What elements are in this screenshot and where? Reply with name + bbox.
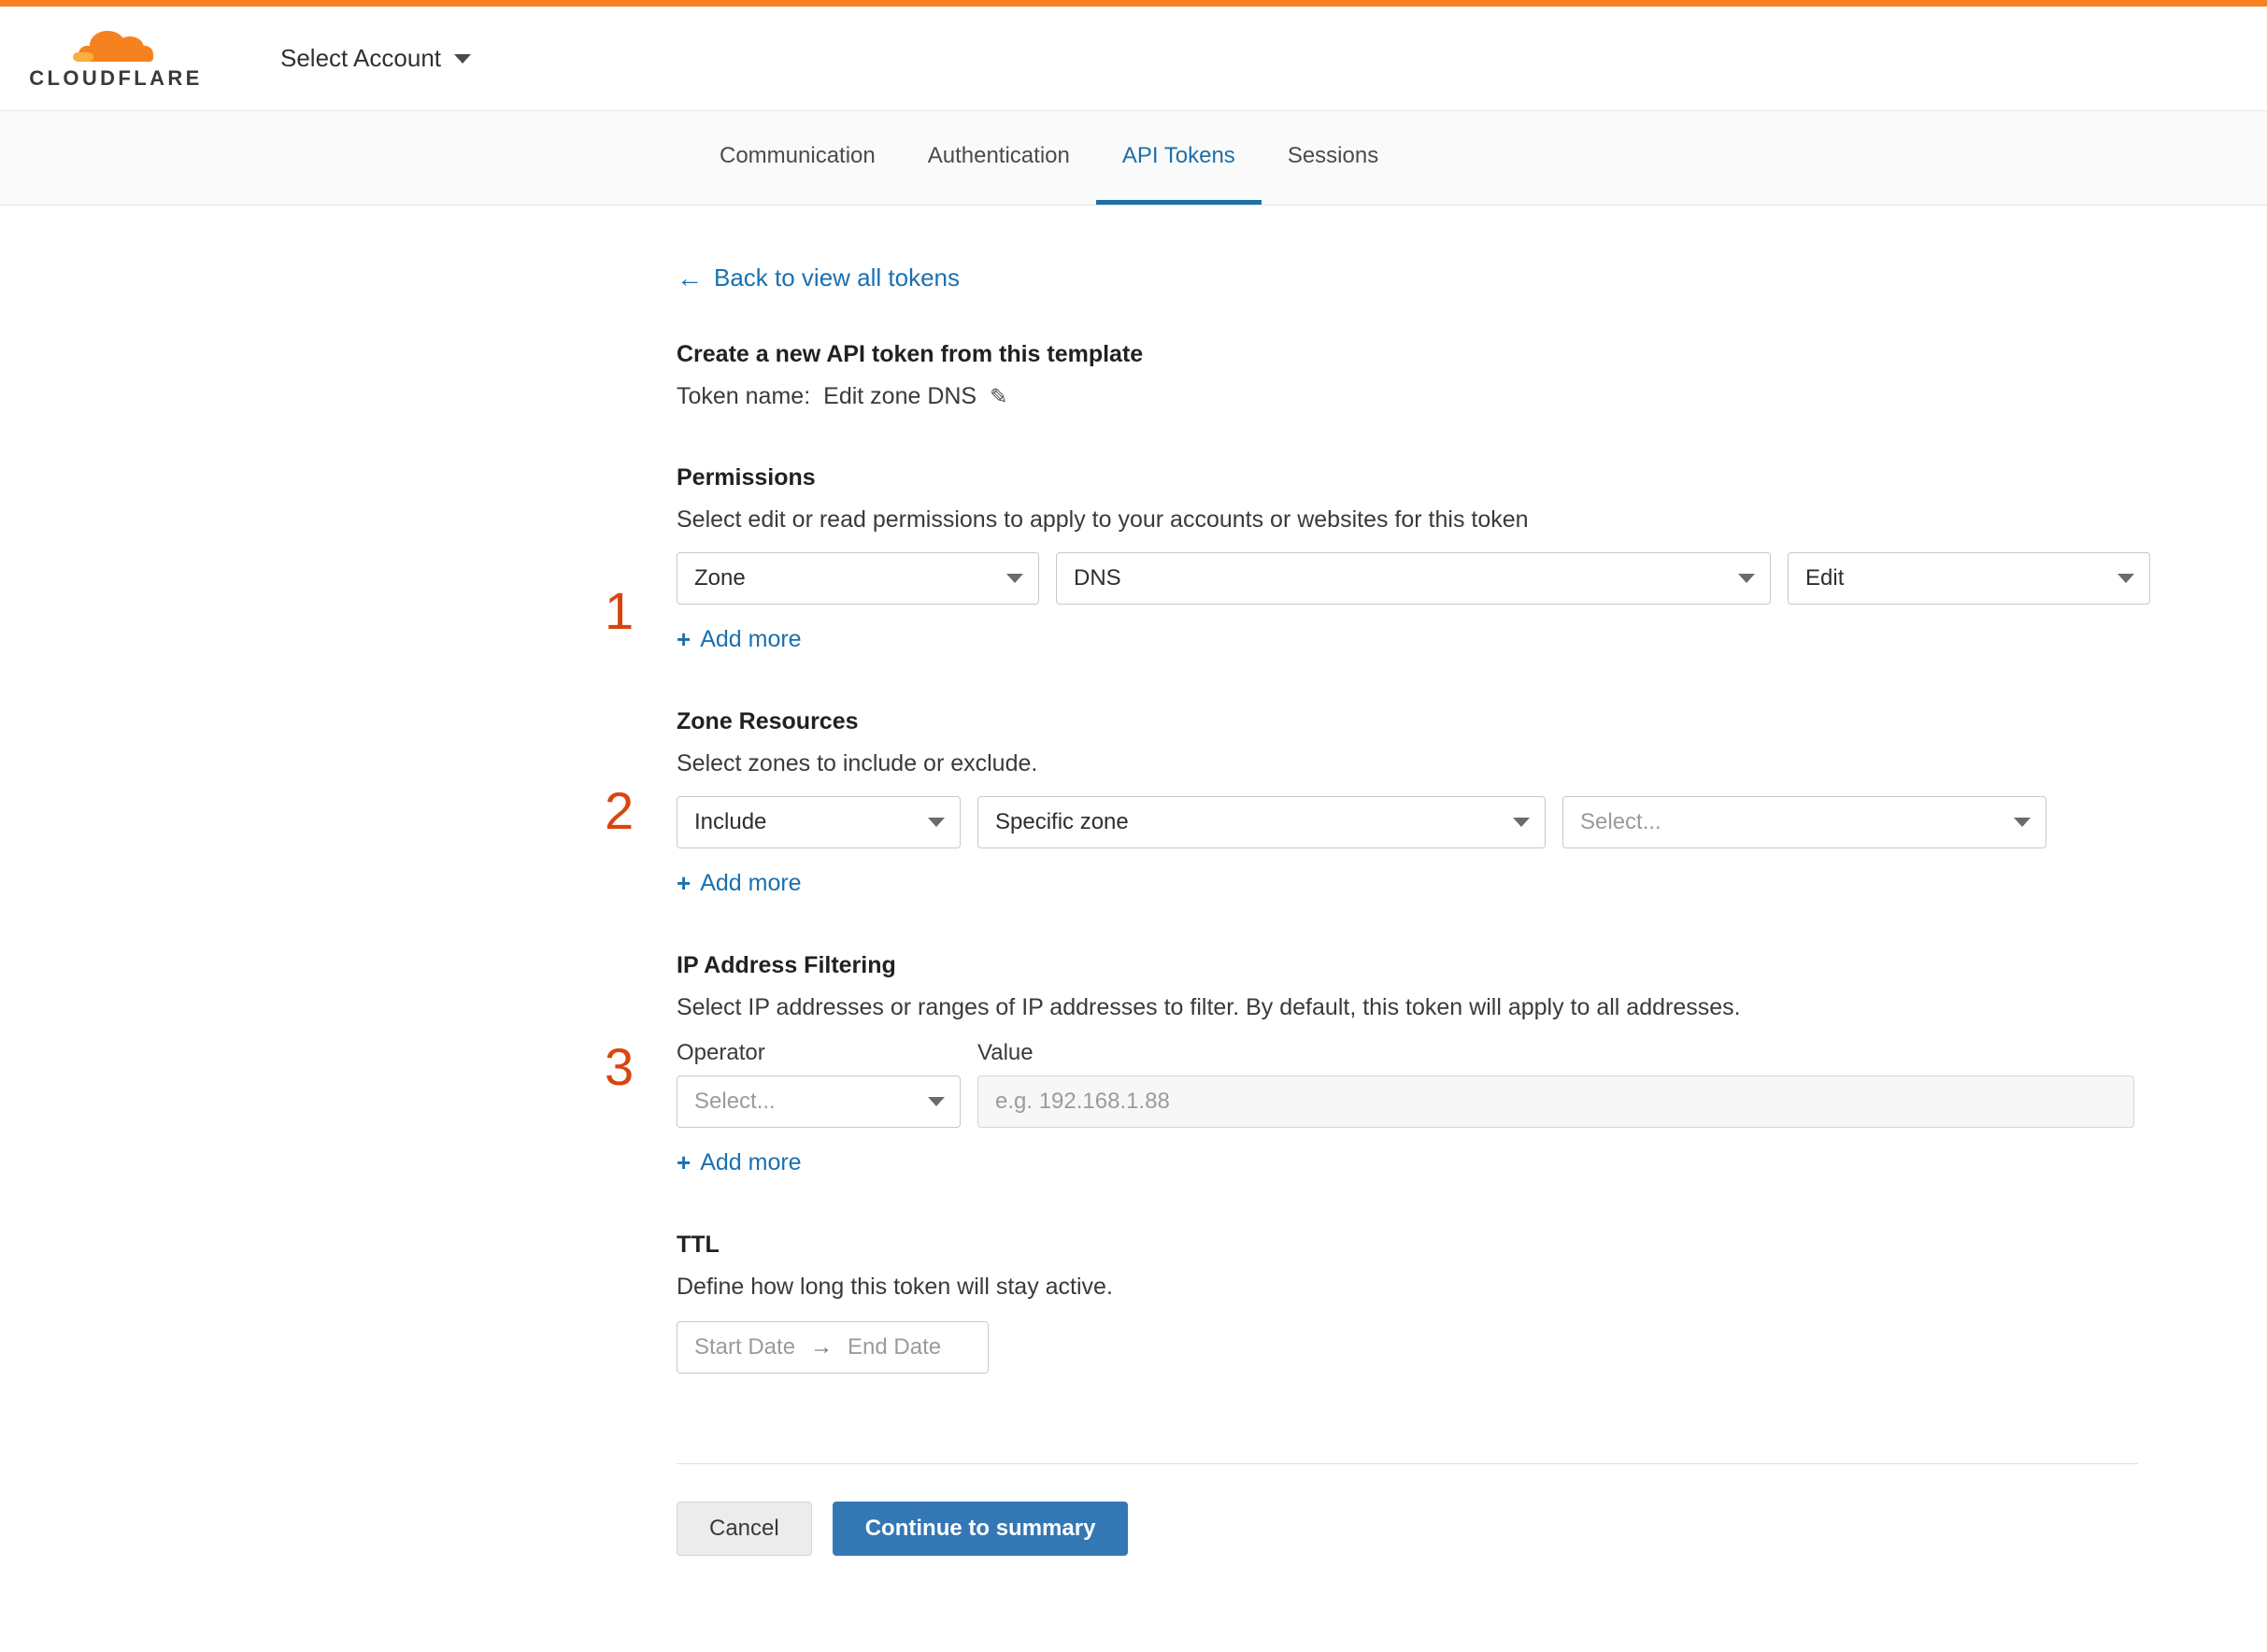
continue-to-summary-button[interactable] [833, 1502, 1129, 1556]
chevron-down-icon [454, 54, 471, 64]
chevron-down-icon [928, 818, 945, 827]
ttl-start-date: Start Date [694, 1334, 796, 1360]
chevron-down-icon [2117, 574, 2134, 583]
ttl-end-date: End Date [848, 1334, 942, 1360]
ip-operator-group [677, 1040, 961, 1128]
zone-resources-row [677, 796, 2267, 848]
token-name-row [677, 383, 2267, 410]
permissions-description: Select edit or read permissions to apply to your accounts or websites for this token [677, 506, 1529, 533]
chevron-down-icon [1513, 818, 1530, 827]
ip-filtering-section [677, 952, 2267, 1177]
zone-name-value: Select... [1580, 809, 1661, 834]
zone-resources-add-more-button[interactable] [677, 869, 802, 898]
step-number-3: 3 [605, 1037, 634, 1096]
ttl-section [677, 1232, 2267, 1374]
tab-label: Communication [720, 142, 876, 168]
logo-wordmark: CLOUDFLARE [29, 65, 203, 90]
app-header [0, 7, 2267, 111]
cancel-button-label: Cancel [709, 1516, 779, 1541]
add-more-label: Add more [700, 1149, 802, 1175]
account-selector[interactable] [280, 44, 471, 73]
ip-value-group [977, 1040, 2134, 1128]
pencil-icon[interactable]: ✎ [990, 384, 1008, 408]
ttl-date-range-picker[interactable] [677, 1321, 989, 1374]
tab-label: Sessions [1287, 142, 1379, 168]
token-name-label: Token name: [677, 383, 811, 409]
top-accent-bar [0, 0, 2267, 7]
zone-resources-description: Select zones to include or exclude. [677, 750, 1038, 776]
ip-filtering-row [677, 1040, 2267, 1128]
plus-icon: + [677, 869, 692, 897]
zone-resources-title: Zone Resources [677, 708, 859, 734]
add-more-label: Add more [700, 870, 802, 896]
token-name-value: Edit zone DNS [823, 383, 977, 409]
tab-authentication[interactable] [902, 111, 1096, 205]
ip-operator-label: Operator [677, 1040, 765, 1065]
step-number-1: 1 [605, 581, 634, 640]
section-nav [0, 111, 2267, 206]
tab-api-tokens[interactable] [1096, 111, 1262, 205]
zone-include-value: Include [694, 809, 767, 834]
ip-filtering-description: Select IP addresses or ranges of IP addresses to filter. By default, this token will apply to all addresses. [677, 994, 1741, 1020]
chevron-down-icon [928, 1097, 945, 1106]
chevron-down-icon [1006, 574, 1023, 583]
tab-communication[interactable] [693, 111, 902, 205]
arrow-left-icon: ← [677, 263, 703, 292]
tab-label: API Tokens [1121, 142, 1235, 168]
chevron-down-icon [2014, 818, 2031, 827]
ip-value-placeholder: e.g. 192.168.1.88 [995, 1089, 1170, 1114]
cancel-button[interactable] [677, 1502, 812, 1556]
permission-scope-value: Zone [694, 565, 746, 591]
add-more-label: Add more [700, 626, 802, 652]
back-link-label: Back to view all tokens [714, 263, 961, 292]
zone-scope-value: Specific zone [995, 809, 1129, 834]
ip-operator-value: Select... [694, 1089, 776, 1114]
zone-scope-select[interactable] [977, 796, 1546, 848]
plus-icon: + [677, 625, 692, 653]
arrow-right-icon: → [810, 1334, 834, 1360]
plus-icon: + [677, 1148, 692, 1176]
tab-sessions[interactable] [1262, 111, 1404, 205]
permissions-title: Permissions [677, 464, 816, 491]
tab-label: Authentication [927, 142, 1070, 168]
permissions-row [677, 552, 2267, 605]
ip-value-input[interactable] [977, 1075, 2134, 1128]
ttl-title: TTL [677, 1232, 720, 1258]
permissions-add-more-button[interactable] [677, 625, 802, 654]
ip-operator-select[interactable] [677, 1075, 961, 1128]
step-number-2: 2 [605, 781, 634, 840]
cloud-icon [73, 27, 159, 63]
ip-filtering-add-more-button[interactable] [677, 1148, 802, 1177]
footer-divider [677, 1463, 2138, 1464]
back-to-all-tokens-link[interactable] [677, 263, 2267, 292]
ttl-description: Define how long this token will stay active. [677, 1274, 1113, 1300]
permission-resource-value: DNS [1074, 565, 1121, 591]
zone-name-select[interactable] [1562, 796, 2046, 848]
main-content [0, 206, 2267, 1556]
permission-resource-select[interactable] [1056, 552, 1771, 605]
cloudflare-logo [24, 27, 207, 91]
chevron-down-icon [1738, 574, 1755, 583]
permission-scope-select[interactable] [677, 552, 1039, 605]
account-selector-label: Select Account [280, 44, 441, 72]
continue-button-label: Continue to summary [864, 1516, 1096, 1541]
ip-value-label: Value [977, 1040, 1034, 1065]
template-title: Create a new API token from this template [677, 341, 1144, 367]
ip-filtering-title: IP Address Filtering [677, 952, 896, 978]
permission-level-select[interactable] [1788, 552, 2150, 605]
footer-actions [677, 1502, 2267, 1556]
permission-level-value: Edit [1805, 565, 1845, 591]
zone-include-select[interactable] [677, 796, 961, 848]
